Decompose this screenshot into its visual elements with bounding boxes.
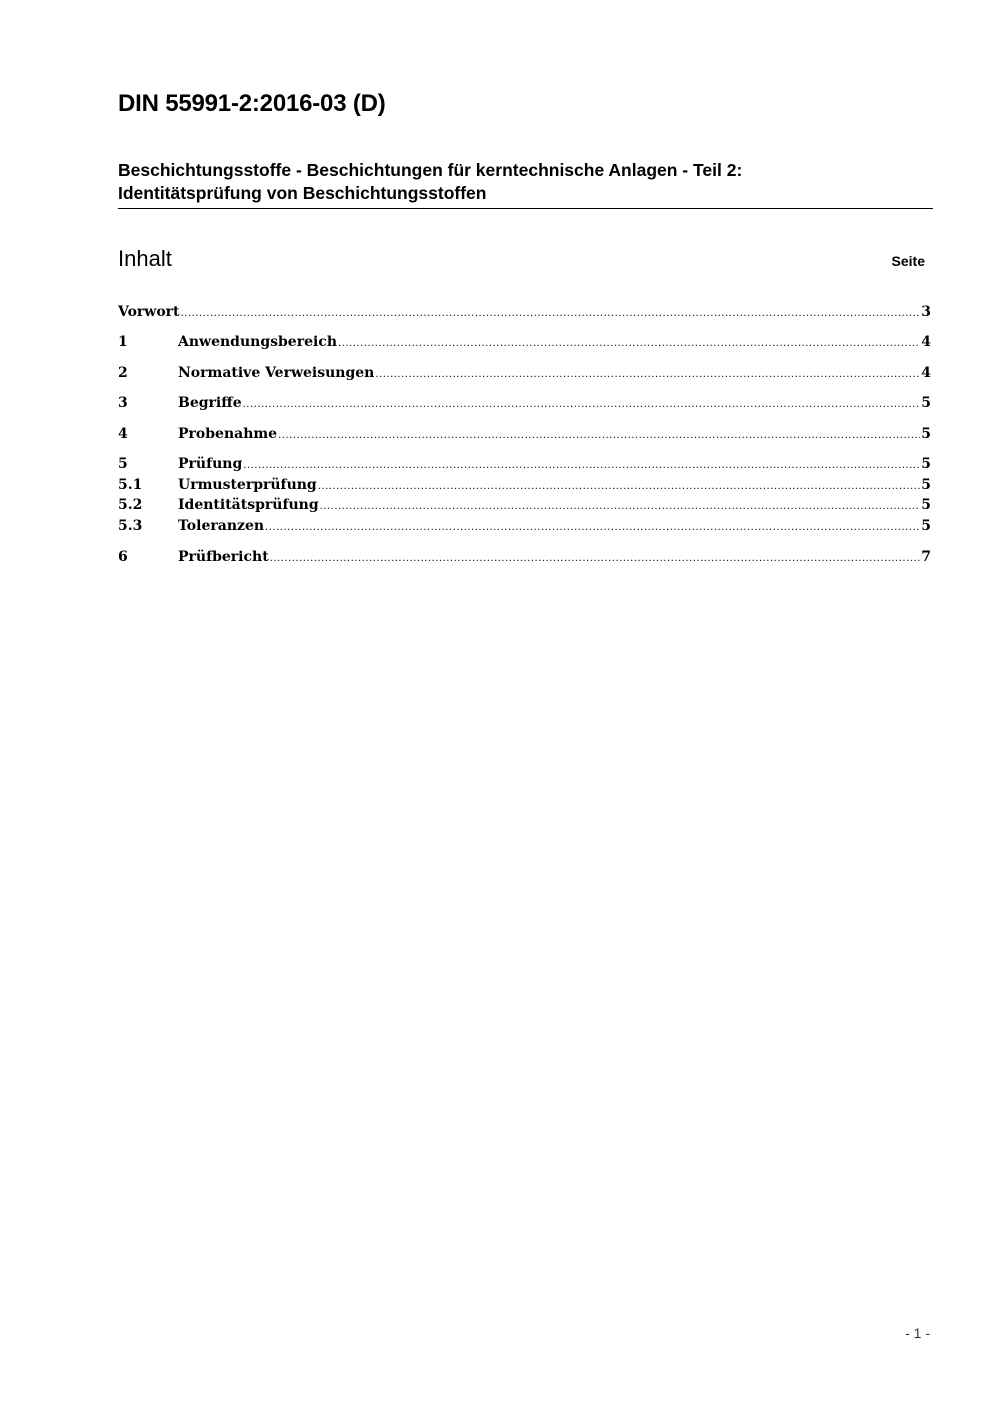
toc-entry-number: 6 — [118, 549, 128, 565]
toc-entry-number: 3 — [118, 395, 128, 411]
toc-entry-label: Normative Verweisungen — [178, 365, 375, 381]
toc-entry-1[interactable] — [118, 332, 931, 352]
toc-entry-page: 4 — [921, 365, 931, 381]
toc-entry-label: Probenahme — [178, 426, 278, 442]
subtitle-line-2: Identitätsprüfung von Beschichtungsstoffen — [118, 183, 487, 203]
toc-leader-dots — [243, 456, 920, 476]
toc-leader-dots — [320, 497, 921, 517]
toc-entry-vorwort[interactable] — [118, 302, 931, 322]
toc-heading: Inhalt — [118, 246, 172, 271]
toc-entry-2[interactable] — [118, 363, 931, 383]
toc-leader-dots — [181, 304, 921, 324]
toc-entry-6[interactable] — [118, 547, 931, 567]
toc-entry-5[interactable] — [118, 454, 931, 474]
toc-entry-label: Urmusterprüfung — [178, 477, 317, 493]
page-number: - 1 - — [905, 1325, 930, 1341]
toc-entry-page: 5 — [921, 456, 931, 472]
toc-entry-page: 4 — [921, 334, 931, 350]
document-subtitle — [118, 159, 933, 209]
toc-entry-5-2[interactable] — [118, 495, 931, 515]
toc-leader-dots — [270, 549, 921, 569]
subtitle-line-1: Beschichtungsstoffe - Beschichtungen für kerntechnische Anlagen - Teil 2: — [118, 160, 743, 180]
toc-entry-page: 5 — [921, 477, 931, 493]
toc-entry-4[interactable] — [118, 424, 931, 444]
toc-entry-number: 4 — [118, 426, 128, 442]
toc-entry-page: 5 — [921, 426, 931, 442]
toc-entry-label: Anwendungsbereich — [178, 334, 337, 350]
toc-page-column-label: Seite — [891, 253, 925, 269]
toc-leader-dots — [318, 477, 921, 497]
toc-entry-5-1[interactable] — [118, 475, 931, 495]
toc-entry-label: Prüfbericht — [178, 549, 269, 565]
toc-entry-number: 5 — [118, 456, 128, 472]
toc-leader-dots — [243, 395, 921, 415]
toc-entry-page: 3 — [921, 304, 931, 320]
toc-entry-number: 5.2 — [118, 497, 143, 513]
toc-leader-dots — [265, 518, 920, 538]
toc-entry-number: 5.3 — [118, 518, 143, 534]
toc-entry-page: 5 — [921, 497, 931, 513]
toc-entry-label: Begriffe — [178, 395, 242, 411]
toc-entry-3[interactable] — [118, 393, 931, 413]
toc-entry-number: 1 — [118, 334, 128, 350]
toc-entry-5-3[interactable] — [118, 516, 931, 536]
toc-leader-dots — [278, 426, 920, 446]
toc-entry-label: Toleranzen — [178, 518, 265, 534]
toc-entry-label: Vorwort — [118, 304, 180, 320]
toc-entry-page: 7 — [921, 549, 931, 565]
toc-leader-dots — [338, 334, 920, 354]
toc-entry-number: 5.1 — [118, 477, 143, 493]
document-title: DIN 55991-2:2016-03 (D) — [118, 90, 386, 117]
toc-entry-number: 2 — [118, 365, 128, 381]
toc-entry-label: Prüfung — [178, 456, 243, 472]
toc-entry-page: 5 — [921, 395, 931, 411]
toc-leader-dots — [375, 365, 920, 385]
toc-entry-page: 5 — [921, 518, 931, 534]
toc-entry-label: Identitätsprüfung — [178, 497, 319, 513]
